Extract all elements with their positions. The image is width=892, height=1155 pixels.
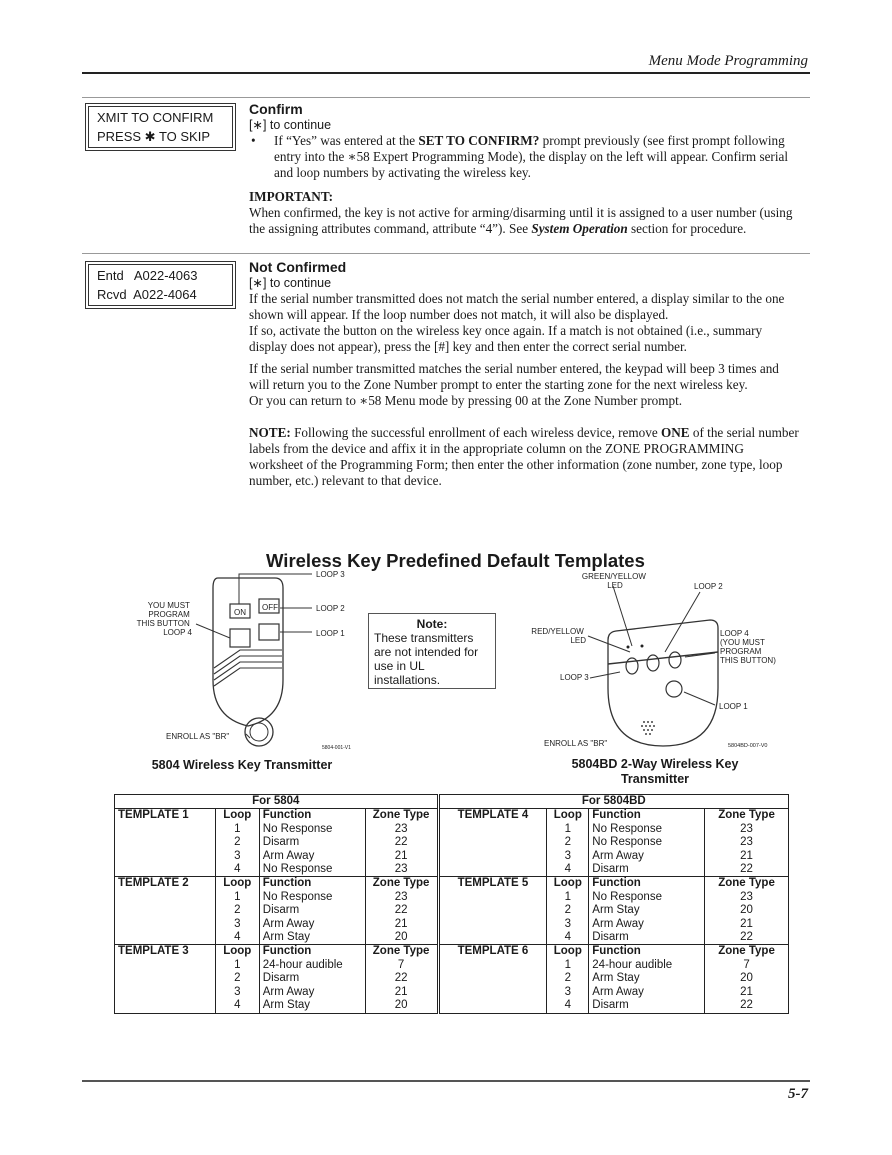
- loop-cell: 1: [547, 959, 589, 972]
- column-header-zone-type: Zone Type: [365, 809, 438, 823]
- blank-cell: [438, 986, 547, 999]
- loop-cell: 3: [215, 850, 259, 863]
- column-header-loop: Loop: [215, 945, 259, 959]
- table-row: [115, 999, 789, 1013]
- zone-type-cell: 22: [705, 863, 789, 877]
- loop3-label: LOOP 3: [316, 570, 345, 579]
- loop-cell: 1: [215, 823, 259, 836]
- loop-cell: 4: [215, 999, 259, 1013]
- column-header-loop: Loop: [215, 809, 259, 823]
- running-header: Menu Mode Programming: [648, 53, 808, 69]
- column-header-function: Function: [589, 945, 705, 959]
- zone-type-cell: 21: [365, 850, 438, 863]
- table-row: [115, 959, 789, 972]
- table-row: [115, 972, 789, 985]
- led-indicator-icon: [641, 645, 644, 648]
- loop-cell: 1: [215, 959, 259, 972]
- function-cell: Arm Stay: [589, 972, 705, 985]
- template-name: TEMPLATE 1: [115, 809, 216, 823]
- function-cell: No Response: [589, 891, 705, 904]
- blank-cell: [438, 863, 547, 877]
- blank-cell: [115, 850, 216, 863]
- must-program-label: YOU MUST PROGRAM THIS BUTTON LOOP 4: [136, 601, 192, 637]
- loop-cell: 2: [547, 972, 589, 985]
- caption-5804bd: [550, 757, 760, 787]
- 5804-transmitter-illustration: [196, 574, 312, 746]
- template-header-row: [115, 809, 789, 823]
- part-code: 5804BD-007-V0: [728, 743, 768, 749]
- function-cell: Arm Away: [259, 850, 365, 863]
- blank-cell: [115, 891, 216, 904]
- continue-instruction: [∗] to continue: [249, 276, 332, 290]
- blank-cell: [438, 891, 547, 904]
- function-cell: Arm Away: [259, 986, 365, 999]
- blank-cell: [115, 999, 216, 1013]
- loop-cell: 2: [547, 836, 589, 849]
- loop-cell: 3: [215, 918, 259, 931]
- templates-table: [114, 794, 789, 1014]
- column-header-zone-type: Zone Type: [365, 945, 438, 959]
- loop-cell: 4: [215, 863, 259, 877]
- zone-type-cell: 21: [705, 986, 789, 999]
- loop-cell: 1: [547, 891, 589, 904]
- function-cell: No Response: [259, 863, 365, 877]
- column-header-zone-type: Zone Type: [365, 877, 438, 891]
- bullet-icon: •: [251, 133, 256, 148]
- enroll-label: ENROLL AS "BR": [166, 732, 230, 741]
- paragraph: If the serial number transmitted matches the serial number entered, the keypad will beep 3 times and will return you to the Zone Number prompt to enter the starting zone for the next wireless key.: [249, 361, 779, 392]
- template-name: TEMPLATE 2: [115, 877, 216, 891]
- blank-cell: [115, 836, 216, 849]
- zone-type-cell: 21: [705, 850, 789, 863]
- display-line-2: Rcvd A022-4064: [97, 287, 197, 302]
- function-cell: No Response: [589, 836, 705, 849]
- table-row: [115, 904, 789, 917]
- paragraph: Or you can return to ∗58 Menu mode by pressing 00 at the Zone Number prompt.: [249, 393, 683, 408]
- display-line-2: PRESS ✱ TO SKIP: [97, 129, 211, 144]
- column-header-loop: Loop: [215, 877, 259, 891]
- green-led-label: GREEN/YELLOW LED: [581, 572, 646, 590]
- zone-type-cell: 20: [365, 999, 438, 1013]
- blank-cell: [438, 918, 547, 931]
- blank-cell: [438, 931, 547, 945]
- btn-off-label: OFF: [262, 603, 278, 612]
- function-cell: 24-hour audible: [259, 959, 365, 972]
- important-label: IMPORTANT:: [249, 189, 334, 204]
- zone-type-cell: 21: [705, 918, 789, 931]
- zone-type-cell: 22: [705, 999, 789, 1013]
- blank-cell: [438, 999, 547, 1013]
- loop-cell: 3: [547, 850, 589, 863]
- speaker-grille-icon: [641, 721, 655, 735]
- footer-rule: [82, 1080, 810, 1082]
- column-header-zone-type: Zone Type: [705, 945, 789, 959]
- blank-cell: [115, 918, 216, 931]
- section-title: Not Confirmed: [249, 259, 347, 275]
- template-header-row: [115, 877, 789, 891]
- not-confirmed-section: [249, 259, 801, 489]
- note-line: installations.: [374, 673, 441, 687]
- table-group-header: [115, 795, 789, 809]
- section-divider: [82, 253, 810, 254]
- section-divider: [82, 97, 810, 98]
- table-row: [115, 986, 789, 999]
- btn-on-label: ON: [234, 608, 246, 617]
- table-row: [115, 850, 789, 863]
- function-cell: Arm Stay: [589, 904, 705, 917]
- note-line: are not intended for: [374, 645, 479, 659]
- function-cell: No Response: [589, 823, 705, 836]
- zone-type-cell: 23: [705, 891, 789, 904]
- bullet-text: prompt previously (see first prompt following entry into the ∗58 Expert Programming Mode), the display on the left will appear. Confirm serial and loop numbers by activating the wireless key.: [274, 133, 789, 180]
- table-row: [115, 836, 789, 849]
- blank-cell: [438, 972, 547, 985]
- function-cell: Disarm: [589, 931, 705, 945]
- blank-cell: [115, 863, 216, 877]
- column-header-function: Function: [259, 809, 365, 823]
- keypad-display-not-confirmed: [88, 264, 233, 306]
- group-left: For 5804: [115, 795, 439, 809]
- note-box: [368, 613, 496, 689]
- loop2-label: LOOP 2: [316, 604, 345, 613]
- loop-cell: 4: [547, 999, 589, 1013]
- zone-type-cell: 23: [705, 823, 789, 836]
- loop-cell: 4: [547, 863, 589, 877]
- template-name: TEMPLATE 4: [438, 809, 547, 823]
- loop-cell: 2: [215, 972, 259, 985]
- header-rule: [82, 72, 810, 74]
- loop-cell: 3: [215, 986, 259, 999]
- column-header-loop: Loop: [547, 877, 589, 891]
- led-indicator-icon: [627, 646, 630, 649]
- zone-type-cell: 23: [365, 823, 438, 836]
- template-name: TEMPLATE 3: [115, 945, 216, 959]
- zone-type-cell: 23: [365, 891, 438, 904]
- table-row: [115, 863, 789, 877]
- loop1-label: LOOP 1: [719, 702, 748, 711]
- table-row: [115, 823, 789, 836]
- function-cell: Arm Away: [589, 918, 705, 931]
- column-header-loop: Loop: [547, 809, 589, 823]
- blank-cell: [438, 823, 547, 836]
- function-cell: Arm Away: [259, 918, 365, 931]
- column-header-function: Function: [589, 809, 705, 823]
- zone-type-cell: 20: [705, 904, 789, 917]
- zone-type-cell: 23: [705, 836, 789, 849]
- blank-cell: [115, 986, 216, 999]
- zone-type-cell: 20: [365, 931, 438, 945]
- keypad-display-confirm: [88, 106, 233, 148]
- part-code: 5804-001-V1: [322, 745, 351, 751]
- zone-type-cell: 22: [365, 904, 438, 917]
- page-number: 5-7: [788, 1086, 808, 1102]
- zone-type-cell: 22: [365, 972, 438, 985]
- function-cell: Disarm: [259, 972, 365, 985]
- caption-line: 5804BD 2-Way Wireless Key: [571, 757, 739, 771]
- paragraph: If so, activate the button on the wireless key once again. If a match is not obtained (i.e., summary display does not appear), press the [#] key and then enter the correct serial number.: [249, 323, 763, 354]
- red-led-label: RED/YELLOW LED: [531, 627, 586, 645]
- important-text: When confirmed, the key is not active for arming/disarming until it is assigned to a user number (using the assigning attributes command, attribute “4”). See System Operation section for procedure.: [249, 205, 793, 236]
- note-line: These transmitters: [374, 631, 474, 645]
- figure-title: Wireless Key Predefined Default Templates: [266, 550, 645, 571]
- confirm-section: [249, 101, 801, 237]
- column-header-function: Function: [259, 945, 365, 959]
- note-title: Note:: [416, 617, 448, 631]
- display-line-1: Entd A022-4063: [97, 268, 198, 283]
- loop3-label: LOOP 3: [560, 673, 589, 682]
- loop-cell: 2: [547, 904, 589, 917]
- column-header-function: Function: [589, 877, 705, 891]
- column-header-zone-type: Zone Type: [705, 877, 789, 891]
- zone-type-cell: 21: [365, 918, 438, 931]
- table-row: [115, 891, 789, 904]
- zone-type-cell: 22: [365, 836, 438, 849]
- enroll-label: ENROLL AS "BR": [544, 739, 608, 748]
- section-title: Confirm: [249, 101, 303, 117]
- loop-cell: 1: [547, 823, 589, 836]
- display-line-1: XMIT TO CONFIRM: [97, 110, 214, 125]
- function-cell: 24-hour audible: [589, 959, 705, 972]
- caption-5804: 5804 Wireless Key Transmitter: [151, 758, 333, 772]
- loop-cell: 1: [215, 891, 259, 904]
- template-name: TEMPLATE 6: [438, 945, 547, 959]
- blank-cell: [115, 904, 216, 917]
- zone-type-cell: 7: [365, 959, 438, 972]
- prompt-name: SET TO CONFIRM?: [418, 133, 540, 148]
- function-cell: Disarm: [259, 836, 365, 849]
- blank-cell: [438, 904, 547, 917]
- loop-cell: 2: [215, 904, 259, 917]
- note-line: use in UL: [374, 659, 425, 673]
- template-name: TEMPLATE 5: [438, 877, 547, 891]
- template-header-row: [115, 945, 789, 959]
- column-header-function: Function: [259, 877, 365, 891]
- blank-cell: [438, 850, 547, 863]
- zone-type-cell: 21: [365, 986, 438, 999]
- zone-type-cell: 20: [705, 972, 789, 985]
- function-cell: Arm Away: [589, 986, 705, 999]
- loop2-label: LOOP 2: [694, 582, 723, 591]
- column-header-loop: Loop: [547, 945, 589, 959]
- function-cell: Arm Away: [589, 850, 705, 863]
- function-cell: Arm Stay: [259, 999, 365, 1013]
- function-cell: No Response: [259, 891, 365, 904]
- bullet-item: [249, 133, 801, 181]
- column-header-zone-type: Zone Type: [705, 809, 789, 823]
- blank-cell: [115, 823, 216, 836]
- zone-type-cell: 23: [365, 863, 438, 877]
- loop-cell: 4: [215, 931, 259, 945]
- table-row: [115, 918, 789, 931]
- bullet-text: If “Yes” was entered at the: [274, 133, 419, 148]
- loop-cell: 2: [215, 836, 259, 849]
- loop-cell: 3: [547, 918, 589, 931]
- blank-cell: [438, 836, 547, 849]
- function-cell: Disarm: [259, 904, 365, 917]
- blank-cell: [115, 931, 216, 945]
- function-cell: Disarm: [589, 999, 705, 1013]
- blank-cell: [438, 959, 547, 972]
- blank-cell: [115, 972, 216, 985]
- zone-type-cell: 22: [705, 931, 789, 945]
- note-paragraph: NOTE: Following the successful enrollment of each wireless device, remove ONE of the serial number labels from the device and affix it in the appropriate column on the ZONE PROGRAMMING worksheet of the Programming Form; then enter the other information (zone number, zone type, loop number, etc.) relevant to that device.: [249, 425, 799, 488]
- group-right: For 5804BD: [438, 795, 788, 809]
- loop1-label: LOOP 1: [316, 629, 345, 638]
- continue-instruction: [∗] to continue: [249, 118, 332, 132]
- table-row: [115, 931, 789, 945]
- function-cell: Arm Stay: [259, 931, 365, 945]
- blank-cell: [115, 959, 216, 972]
- function-cell: Disarm: [589, 863, 705, 877]
- loop-cell: 3: [547, 986, 589, 999]
- zone-type-cell: 7: [705, 959, 789, 972]
- paragraph: If the serial number transmitted does not match the serial number entered, a display similar to the one shown will appear. If the loop number does not match, it will also be displayed.: [249, 291, 785, 322]
- loop-cell: 4: [547, 931, 589, 945]
- caption-line: Transmitter: [620, 772, 690, 786]
- function-cell: No Response: [259, 823, 365, 836]
- loop4-label: LOOP 4 (YOU MUST PROGRAM THIS BUTTON): [720, 629, 776, 665]
